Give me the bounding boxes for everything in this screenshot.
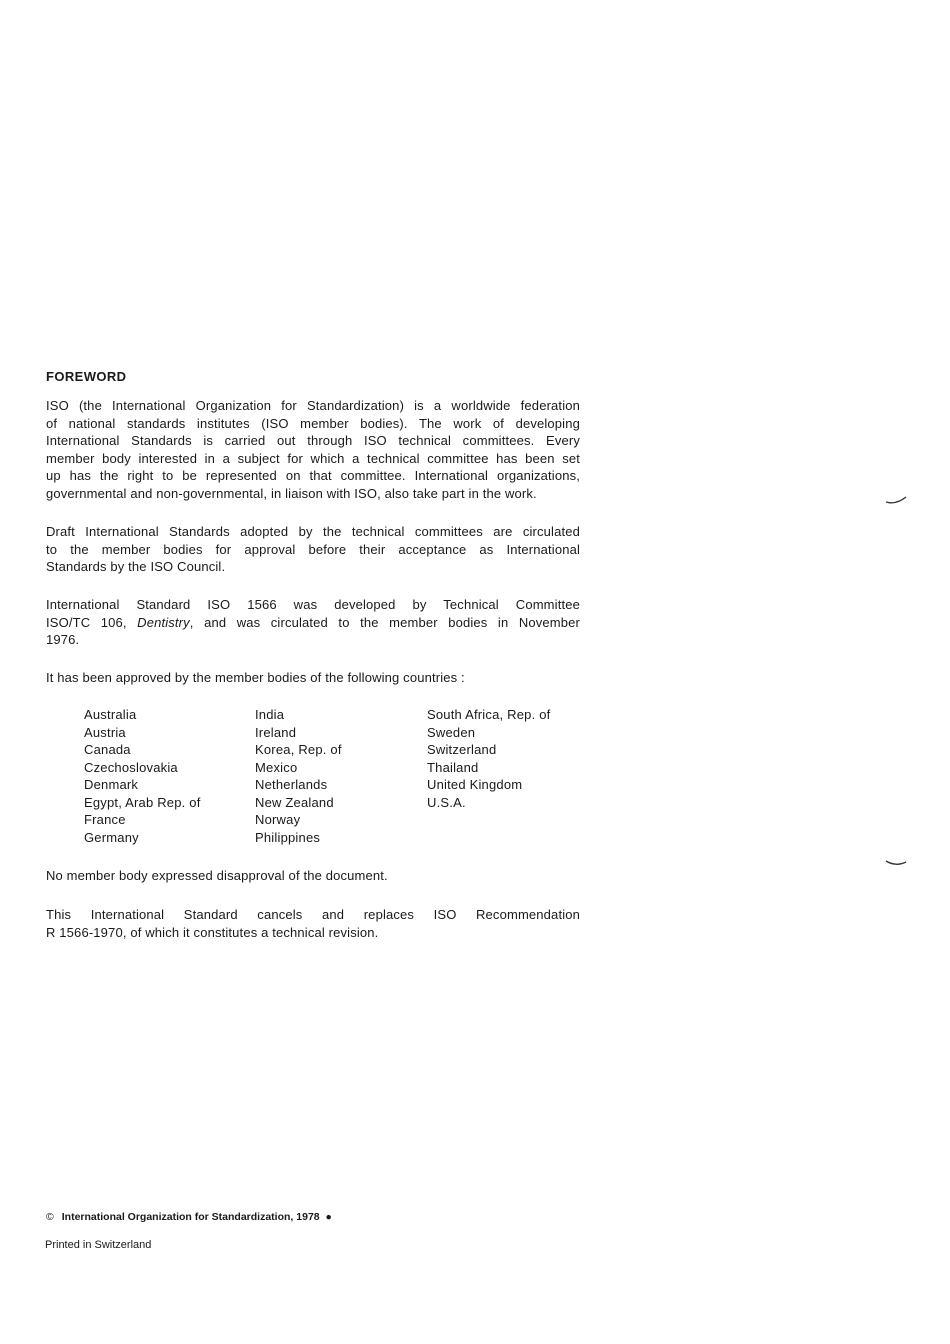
country-item: U.S.A. [427,794,466,810]
text-line: Draft International Standards adopted by the technical committees are circulated [46,524,580,539]
text-line [46,614,580,632]
paragraph-standard-development [46,596,580,649]
country-item: Thailand [427,759,479,775]
paragraph-draft-standards [46,523,580,576]
country-item: Norway [255,812,301,827]
country-item: Canada [84,742,131,757]
text-line: It has been approved by the member bodies of the following countries : [46,670,465,685]
country-item: Ireland [255,724,297,740]
text-line: to the member bodies for approval before their acceptance as International [46,541,580,557]
paragraph-cancels-replaces [46,906,580,941]
country-item: Philippines [255,829,321,845]
country-item: United Kingdom [427,777,523,792]
text-line: member body interested in a subject for which a technical committee has been set [46,450,580,466]
committee-ref: ISO/TC 106, [46,614,138,630]
text-line: International Standard ISO 1566 was developed by Technical Committee [46,597,580,612]
country-item: Austria [84,724,126,740]
text-line: of national standards institutes (ISO member bodies). The work of developing [46,415,580,431]
text-line: ISO (the International Organization for Standardization) is a worldwide federation [46,398,580,413]
copyright-icon: © [46,1211,54,1223]
text-line: This International Standard cancels and replaces ISO Recommendation [46,907,580,922]
committee-title: Dentistry [137,614,190,630]
country-item: Switzerland [427,742,497,757]
text-line: governmental and non-governmental, in liaison with ISO, also take part in the work. [46,485,537,501]
country-list-col3 [427,706,550,811]
copyright-text: International Organization for Standardization, 1978 [61,1211,320,1223]
country-list-col1 [84,706,201,846]
country-item: Czechoslovakia [84,759,178,775]
copyright-notice [46,1211,332,1223]
country-item: India [255,707,285,722]
paragraph-approval [46,669,580,687]
country-item: New Zealand [255,794,334,810]
printed-in-notice: Printed in Switzerland [45,1239,152,1251]
bullet-icon: ● [325,1211,332,1223]
paragraph-no-disapproval [46,867,580,885]
country-item: Germany [84,829,139,845]
text-line: International Standards is carried out through ISO technical committees. Every [46,433,580,448]
text-line: 1976. [46,632,80,647]
scan-artifact-mark [884,857,908,871]
text-line: No member body expressed disapproval of the document. [46,868,388,883]
country-list-col2 [255,706,342,846]
country-item: Korea, Rep. of [255,742,342,757]
country-item: Netherlands [255,777,328,792]
text-line: R 1566-1970, of which it constitutes a technical revision. [46,924,379,940]
country-item: South Africa, Rep. of [427,707,551,722]
text-line: up has the right to be represented on that committee. International organizations, [46,468,580,483]
country-item: Egypt, Arab Rep. of [84,794,201,810]
circulation-text: , and was circulated to the member bodies in November [189,614,580,630]
country-item: France [84,812,126,827]
paragraph-iso-intro [46,397,580,502]
text-line: Standards by the ISO Council. [46,559,226,574]
country-item: Australia [84,707,137,722]
country-item: Mexico [255,759,298,775]
country-item: Sweden [427,724,476,740]
scan-artifact-mark [884,492,908,506]
country-item: Denmark [84,777,139,792]
foreword-heading: FOREWORD [46,369,127,384]
